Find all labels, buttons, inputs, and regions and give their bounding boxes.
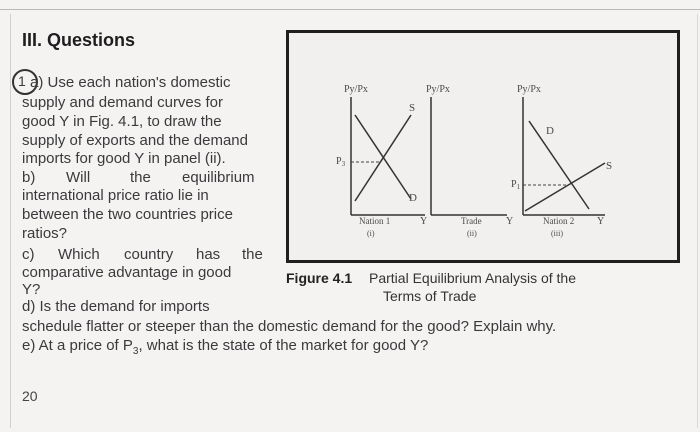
panel2-number: (ii) [467,229,477,238]
question-d-line1: d) Is the demand for imports [22,298,210,315]
question-c-line3: Y? [22,281,41,298]
question-c-word-the: the [242,246,263,263]
panel1-x-axis-y: Y [420,216,428,227]
question-c-line2: comparative advantage in good [22,264,232,281]
panel1-x-label: Nation 1 [359,216,391,226]
question-c-word-which: Which [58,246,100,263]
figure-caption-title: Partial Equilibrium Analysis of the [369,270,576,286]
question-number: 1 [18,73,26,89]
question-b-label: b) [22,169,36,186]
question-b-line3: between the two countries price [22,206,233,223]
panel2-y-axis-label: Py/Px [426,84,450,95]
panel1-supply-label: S [409,102,416,114]
question-b-word-the: the [130,169,151,186]
panel3-x-axis-y: Y [597,216,605,227]
figure-caption-label: Figure 4.1 [286,270,353,286]
panel3-number: (iii) [551,229,563,238]
question-a-line4: supply of exports and the demand [22,132,248,149]
figure-4-1 [286,30,680,263]
top-rule [0,9,700,10]
panel1-number: (i) [367,229,375,238]
question-b-line4: ratios? [22,225,68,242]
question-a-line5: imports for good Y in panel (ii). [22,150,226,167]
section-heading: III. Questions [22,30,136,50]
page-number: 20 [22,388,38,404]
question-b-line2: international price ratio lie in [22,187,209,204]
panel3-demand-curve [529,121,589,209]
question-a-line3: good Y in Fig. 4.1, to draw the [22,113,222,130]
figure-caption-title-line2: Terms of Trade [383,288,477,304]
panel3-price-sub: 1 [516,183,521,191]
panel2-x-axis-y: Y [506,216,514,227]
figure-diagram [289,33,677,260]
panel1-price-p: P [336,156,342,167]
panel3-demand-label: D [546,125,554,137]
question-e-subscript: 3 [132,346,139,357]
panel1-price-label [336,156,346,168]
question-d-line2: schedule flatter or steeper than the domestic demand for the good? Explain why. [22,318,557,335]
panel3-supply-curve [525,163,605,211]
question-e-line [22,337,428,361]
question-e-text: e) At a price of P [22,337,133,354]
panel2-x-label: Trade [461,216,482,226]
panel3-x-label: Nation 2 [543,216,575,226]
question-a-line2: supply and demand curves for [22,94,223,111]
question-a-line1: a) Use each nation's domestic [30,74,231,91]
question-e-rest: , what is the state of the market for good Y? [138,337,429,354]
panel1-demand-label: D [409,192,417,204]
panel1-price-sub: 3 [341,160,346,168]
panel3-y-axis-label: Py/Px [517,84,541,95]
panel3-supply-label: S [606,160,613,172]
question-b-word-equilibrium: equilibrium [182,169,255,186]
panel3-price-p: P [511,179,517,190]
panel3-price-label [511,179,521,191]
question-c-word-has: has [196,246,221,263]
question-c-word-country: country [124,246,174,263]
panel1-y-axis-label: Py/Px [344,84,368,95]
question-b-word-will: Will [66,169,91,186]
question-c-label: c) [22,246,35,263]
